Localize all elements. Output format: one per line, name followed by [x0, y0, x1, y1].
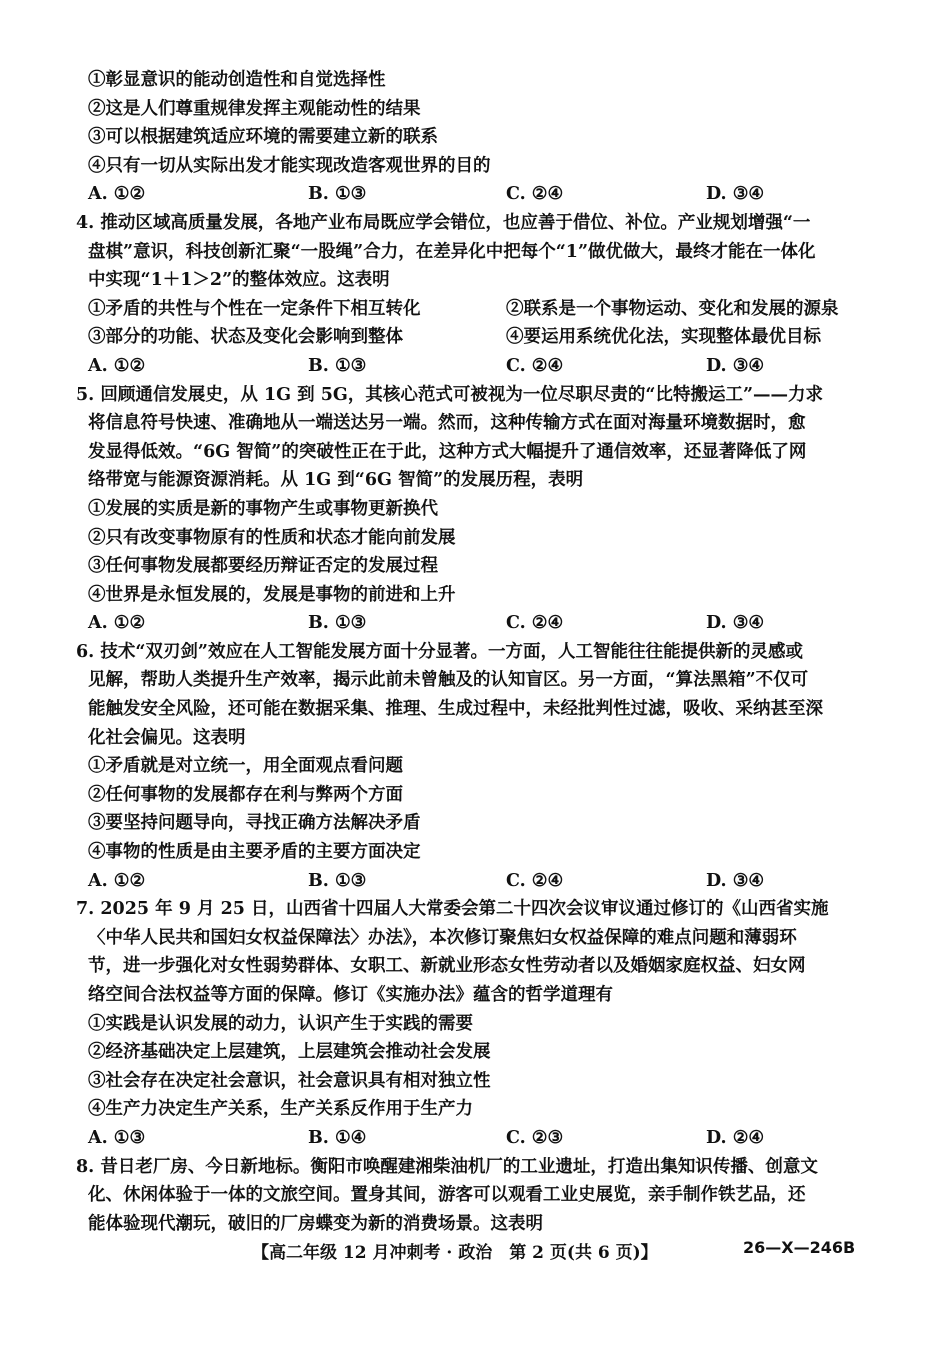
q4-option-1: ①矛盾的共性与个性在一定条件下相互转化: [88, 298, 421, 319]
q7-choice-c: C. ②③: [506, 1127, 564, 1148]
question-7: [76, 895, 888, 1152]
q5-choice-a: A. ①②: [88, 613, 146, 634]
q4-options-row-1: [88, 295, 888, 324]
q4-choice-c: C. ②④: [506, 355, 564, 376]
q3-option-3: ③可以根据建筑适应环境的需要建立新的联系: [88, 127, 438, 148]
q4-choice-b: B. ①③: [308, 355, 367, 376]
question-5: [76, 381, 888, 638]
q5-stem-line-4: 络带宽与能源资源消耗。从 1G 到“6G 智简”的发展历程，表明: [88, 470, 584, 491]
q6-choice-b: B. ①③: [308, 870, 367, 891]
q4-choices: [88, 352, 888, 381]
page-content: [76, 66, 888, 1238]
question-6: [76, 638, 888, 895]
q4-options-row-2: [88, 323, 888, 352]
q4-stem-line-1: 4. 推动区域高质量发展，各地产业布局既应学会错位，也应善于借位、补位。产业规划增强“一: [76, 212, 811, 233]
q5-choice-b: B. ①③: [308, 613, 367, 634]
q3-choices: [88, 180, 888, 209]
q7-option-1: ①实践是认识发展的动力，认识产生于实践的需要: [88, 1013, 473, 1034]
q7-stem-line-4: 络空间合法权益等方面的保障。修订《实施办法》蕴含的哲学道理有: [88, 985, 613, 1005]
q6-stem-line-1: 6. 技术“双刃剑”效应在人工智能发展方面十分显著。一方面，人工智能往往能提供新的灵感或: [76, 641, 803, 662]
q5-option-2: ②只有改变事物原有的性质和状态才能向前发展: [88, 527, 456, 548]
page-footer-code: 26—X—246B: [743, 1238, 856, 1257]
q6-choices: [88, 867, 888, 896]
q5-option-1: ①发展的实质是新的事物产生或事物更新换代: [88, 498, 438, 519]
q4-choice-d: D. ③④: [706, 355, 765, 376]
q6-option-3: ③要坚持问题导向，寻找正确方法解决矛盾: [88, 813, 421, 834]
q3-choice-c: C. ②④: [506, 184, 564, 205]
q6-stem-line-4: 化社会偏见。这表明: [88, 727, 246, 748]
q8-stem-line-3: 能体验现代潮玩，破旧的厂房蝶变为新的消费场景。这表明: [88, 1213, 543, 1234]
q7-stem-line-2: 〈中华人民共和国妇女权益保障法〉办法》，本次修订聚焦妇女权益保障的难点问题和薄弱环: [88, 927, 797, 948]
q7-option-3: ③社会存在决定社会意识，社会意识具有相对独立性: [88, 1070, 491, 1091]
q4-option-4: ④要运用系统优化法，实现整体最优目标: [506, 327, 821, 348]
q5-choice-d: D. ③④: [706, 613, 765, 634]
q3-choice-b: B. ①③: [308, 184, 367, 205]
q8-stem-line-2: 化、休闲体验于一体的文旅空间。置身其间，游客可以观看工业史展览，亲手制作铁艺品，还: [88, 1185, 806, 1206]
q7-choices: [88, 1124, 888, 1153]
q4-choice-a: A. ①②: [88, 355, 146, 376]
q7-option-2: ②经济基础决定上层建筑，上层建筑会推动社会发展: [88, 1042, 491, 1063]
q4-option-2: ②联系是一个事物运动、变化和发展的源泉: [506, 298, 839, 319]
q7-choice-d: D. ②④: [706, 1127, 765, 1148]
q6-option-1: ①矛盾就是对立统一，用全面观点看问题: [88, 756, 403, 777]
question-4: [76, 209, 888, 381]
q5-stem-line-3: 发显得低效。“6G 智简”的突破性正在于此，这种方式大幅提升了通信效率，还显著降低了网: [88, 441, 807, 462]
q6-choice-a: A. ①②: [88, 870, 146, 891]
q6-stem-line-3: 能触发安全风险，还可能在数据采集、推理、生成过程中，未经批判性过滤，吸收、采纳甚至深: [88, 699, 823, 720]
q5-option-3: ③任何事物发展都要经历辩证否定的发展过程: [88, 556, 438, 577]
q4-option-3: ③部分的功能、状态及变化会影响到整体: [88, 327, 403, 348]
page-footer-title: 【高二年级 12 月冲刺考 · 政治 第 2 页(共 6 页)】: [252, 1243, 658, 1263]
q6-option-2: ②任何事物的发展都存在利与弊两个方面: [88, 784, 403, 805]
q6-choice-c: C. ②④: [506, 870, 564, 891]
q6-stem-line-2: 见解，帮助人类提升生产效率，揭示此前未曾触及的认知盲区。另一方面，“算法黑箱”不仅可: [88, 670, 809, 691]
q6-option-4: ④事物的性质是由主要矛盾的主要方面决定: [88, 842, 421, 863]
question-3: [88, 66, 888, 209]
q3-option-1: ①彰显意识的能动创造性和自觉选择性: [88, 70, 386, 90]
q3-option-4: ④只有一切从实际出发才能实现改造客观世界的目的: [88, 155, 491, 176]
q5-choices: [88, 609, 888, 638]
q4-stem-line-3: 中实现“1＋1＞2”的整体效应。这表明: [88, 270, 390, 291]
q7-option-4: ④生产力决定生产关系，生产关系反作用于生产力: [88, 1099, 473, 1120]
q4-stem-line-2: 盘棋”意识，科技创新汇聚“一股绳”合力，在差异化中把每个“1”做优做大，最终才能在一体化: [88, 241, 816, 262]
q7-stem-line-3: 节，进一步强化对女性弱势群体、女职工、新就业形态女性劳动者以及婚姻家庭权益、妇女网: [88, 956, 806, 977]
q7-choice-b: B. ①④: [308, 1127, 367, 1148]
q3-choice-a: A. ①②: [88, 184, 146, 205]
q5-stem-line-1: 5. 回顾通信发展史，从 1G 到 5G，其核心范式可被视为一位尽职尽责的“比特搬运工”——力求: [76, 384, 824, 405]
q3-choice-d: D. ③④: [706, 184, 765, 205]
q3-option-2: ②这是人们尊重规律发挥主观能动性的结果: [88, 98, 421, 119]
q7-stem-line-1: 7. 2025 年 9 月 25 日，山西省十四届人大常委会第二十四次会议审议通过修订的《山西省实施: [76, 899, 829, 920]
q5-choice-c: C. ②④: [506, 613, 564, 634]
q6-choice-d: D. ③④: [706, 870, 765, 891]
q5-option-4: ④世界是永恒发展的，发展是事物的前进和上升: [88, 584, 456, 605]
q8-stem-line-1: 8. 昔日老厂房、今日新地标。衡阳市唤醒建湘柴油机厂的工业遗址，打造出集知识传播、创意文: [76, 1156, 818, 1177]
question-8: [76, 1153, 888, 1239]
q5-stem-line-2: 将信息符号快速、准确地从一端送达另一端。然而，这种传输方式在面对海量环境数据时，愈: [88, 413, 806, 434]
q7-choice-a: A. ①③: [88, 1127, 146, 1148]
